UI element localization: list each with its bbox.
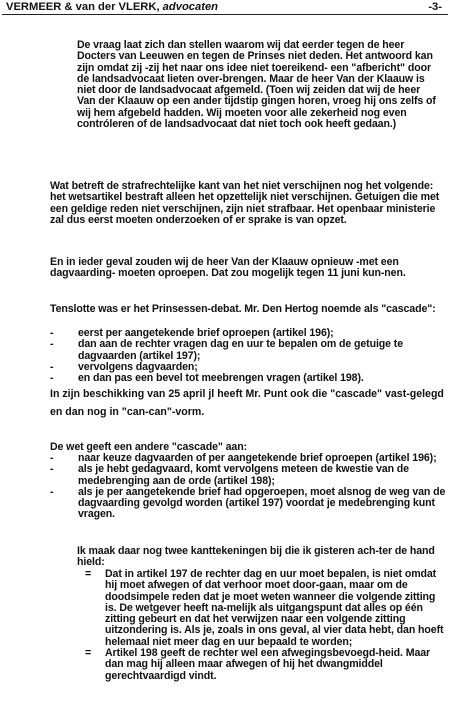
list-item-text: en dan pas een bevel tot meebrengen vragen (artikel 198). — [78, 372, 364, 385]
kanttekeningen-list — [85, 569, 445, 682]
firm-name-italic: advocaten — [162, 1, 219, 13]
list-bullet: - — [50, 338, 54, 351]
paragraph-4-after: In zijn beschikking van 25 april jl heeft Mr. Punt ook die "cascade" vast-gelegd en dan nog in "can-can"-vorm. — [50, 388, 444, 419]
list-item-text: naar keuze dagvaarden of per aangetekende brief oproepen (artikel 196); — [78, 452, 437, 464]
firm-name: VERMEER & van der VLERK, advocaten — [6, 1, 219, 13]
list-item-text: als je per aangetekende brief had opgeroepen, moet alsnog de weg van de dagvaarding gevolgd worden (artikel 197) voordat je medebrenging kunt vragen. — [78, 485, 446, 521]
list-item-text: eerst per aangetekende brief oproepen (artikel 196); — [78, 327, 334, 339]
paragraph-3: En in ieder geval zouden wij de heer Van der Klaauw opnieuw -met een dagvaarding- moeten oproepen. Dat zou mogelijk tegen 11 juni kun-nen. — [50, 256, 406, 280]
list-followup — [50, 384, 450, 420]
list-item — [50, 339, 450, 362]
page-number: -3- — [428, 1, 442, 13]
list-bullet: = — [85, 568, 92, 580]
list-item — [50, 464, 450, 487]
list-bullet: - — [50, 463, 54, 476]
paragraph-1: De vraag laat zich dan stellen waarom wij dat eerder tegen de heer Docters van Leeuwen en tegen de Prinses niet deden. Het antwoord kan zijn omdat zij -zij het naar ons idee niet toereikend- een "afbericht" door de landsadvocaat lieten over-brengen. Maar de heer Van der Klaauw is niet door de landsadvocaat afgemeld. (Toen wij zeiden dat wij de heer Van der Klaauw op een ander tijdstip gingen horen, vroeg hij ons zelfs of wij hem afgebeld hadden. Wij moeten voor alle zekerheid nog even contróleren of de landsadvocaat dat niet toch ook heeft gedaan.) — [77, 39, 436, 131]
paragraph-4: Tenslotte was er het Prinsessen-debat. Mr. Den Hertog noemde als "cascade": — [50, 303, 436, 315]
list-item-text: als je hebt gedagvaard, komt vervolgens meteen de kwestie van de medebrenging aan de orde (artikel 198); — [78, 463, 409, 487]
cascade-list-wet — [50, 453, 450, 521]
list-item-text: dan aan de rechter vragen dag en uur te bepalen om de getuige te dagvaarden (artikel 197); — [78, 338, 404, 362]
list-item — [50, 373, 450, 384]
list-item-text: Artikel 198 geeft de rechter wel een afwegingsbevoegd-heid. Maar dan mag hij alleen maar afwegen of hij het dwangmiddel gerechtvaardigd vindt. — [105, 647, 431, 682]
header-rule — [2, 14, 448, 15]
list-item — [50, 487, 450, 521]
cascade-list-hertog — [50, 328, 450, 420]
list-item-text: Dat in artikel 197 de rechter dag en uur moet bepalen, is niet omdat hij moet afwegen of dat verhoor moet door-gaan, maar om de doodsimpele reden dat je moet weten wanneer die volgende zitting is. De wetgever heeft na-melijk als uitgangspunt dat alles op één zitting gebeurt en dat het verwijzen naar een volgende zitting uitzondering is. Als je, zoals in ons geval, al vier data hebt, dan hoeft helemaal niet meer dag en uur bepaald te worden; — [105, 568, 444, 648]
list-item — [85, 569, 445, 648]
paragraph-2: Wat betreft de strafrechtelijke kant van het niet verschijnen nog het volgende: het wetsartikel bestraft alleen het opzettelijk niet verschijnen. Getuigen die met een geldige reden niet verschijnen, zijn niet strafbaar. Het openbaar ministerie zal dus eerst moeten onderzoeken of er sprake is van opzet. — [50, 180, 440, 226]
paragraph-6: Ik maak daar nog twee kanttekeningen bij die ik gisteren ach-ter de hand hield: — [77, 545, 435, 569]
list-bullet: - — [50, 372, 54, 385]
list-bullet: - — [50, 360, 54, 373]
list-bullet: - — [50, 485, 54, 498]
list-bullet: - — [50, 452, 54, 464]
list-bullet: = — [85, 647, 92, 660]
list-item-text: vervolgens dagvaarden; — [78, 360, 198, 373]
paragraph-5: De wet geeft een andere "cascade" aan: — [50, 441, 248, 453]
list-item — [85, 648, 445, 682]
page-header — [6, 1, 442, 14]
list-bullet: - — [50, 327, 54, 339]
